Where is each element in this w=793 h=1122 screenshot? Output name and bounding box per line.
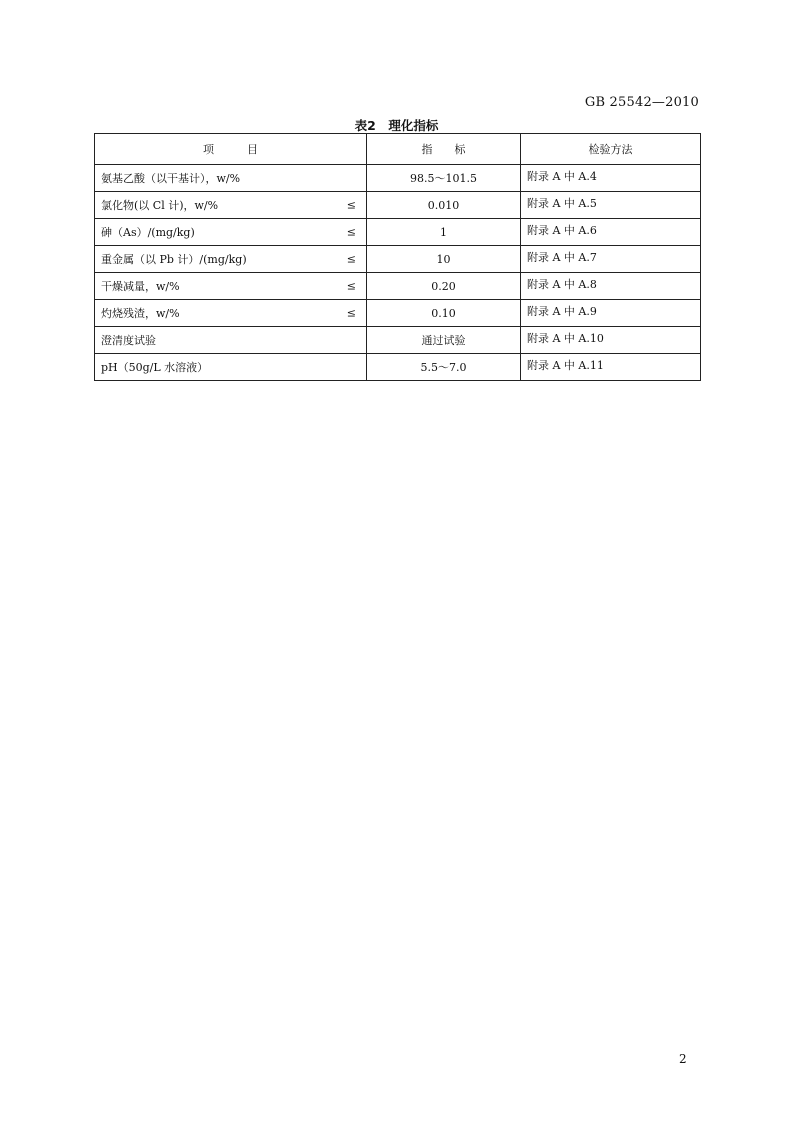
method-cell: 附录 A 中 A.8 <box>521 273 701 300</box>
item-cell <box>95 219 367 246</box>
table-row <box>95 246 701 273</box>
value-cell: 98.5～101.5 <box>367 165 521 192</box>
table-row <box>95 300 701 327</box>
item-label: 灼烧残渣，w/% <box>101 307 180 320</box>
page-number: 2 <box>679 1052 687 1066</box>
value-cell: 0.10 <box>367 300 521 327</box>
method-cell: 附录 A 中 A.9 <box>521 300 701 327</box>
limit-sign: ≤ <box>346 252 356 266</box>
header-method: 检验方法 <box>521 134 701 165</box>
limit-sign: ≤ <box>346 279 356 293</box>
standard-code: GB 25542—2010 <box>584 95 699 110</box>
header-indicator: 指 标 <box>367 134 521 165</box>
item-label: 澄清度试验 <box>101 334 156 347</box>
limit-sign: ≤ <box>346 306 356 320</box>
item-label: 氯化物(以 Cl 计)，w/% <box>101 199 219 212</box>
method-cell: 附录 A 中 A.4 <box>521 165 701 192</box>
method-cell: 附录 A 中 A.6 <box>521 219 701 246</box>
table-row <box>95 165 701 192</box>
item-label: 干燥减量，w/% <box>101 280 180 293</box>
limit-sign: ≤ <box>346 225 356 239</box>
table-row <box>95 354 701 381</box>
value-cell: 0.20 <box>367 273 521 300</box>
item-cell <box>95 354 367 381</box>
header-item: 项 目 <box>95 134 367 165</box>
value-cell: 5.5～7.0 <box>367 354 521 381</box>
limit-sign: ≤ <box>346 198 356 212</box>
table-caption: 表2 理化指标 <box>354 118 439 133</box>
value-cell: 0.010 <box>367 192 521 219</box>
method-cell: 附录 A 中 A.7 <box>521 246 701 273</box>
table-row <box>95 327 701 354</box>
item-cell <box>95 273 367 300</box>
value-cell: 10 <box>367 246 521 273</box>
item-label: 重金属（以 Pb 计）/(mg/kg) <box>101 253 247 266</box>
table-row <box>95 219 701 246</box>
spec-table <box>94 133 701 381</box>
method-cell: 附录 A 中 A.11 <box>521 354 701 381</box>
item-label: pH（50g/L 水溶液） <box>101 361 209 374</box>
item-cell <box>95 246 367 273</box>
method-cell: 附录 A 中 A.5 <box>521 192 701 219</box>
value-cell: 1 <box>367 219 521 246</box>
table-row <box>95 192 701 219</box>
table-row <box>95 273 701 300</box>
value-cell: 通过试验 <box>367 327 521 354</box>
item-label: 氨基乙酸（以干基计），w/% <box>101 172 241 185</box>
item-label: 砷（As）/(mg/kg) <box>101 226 195 239</box>
item-cell <box>95 327 367 354</box>
item-cell <box>95 300 367 327</box>
method-cell: 附录 A 中 A.10 <box>521 327 701 354</box>
item-cell <box>95 192 367 219</box>
table-header-row <box>95 134 701 165</box>
item-cell <box>95 165 367 192</box>
